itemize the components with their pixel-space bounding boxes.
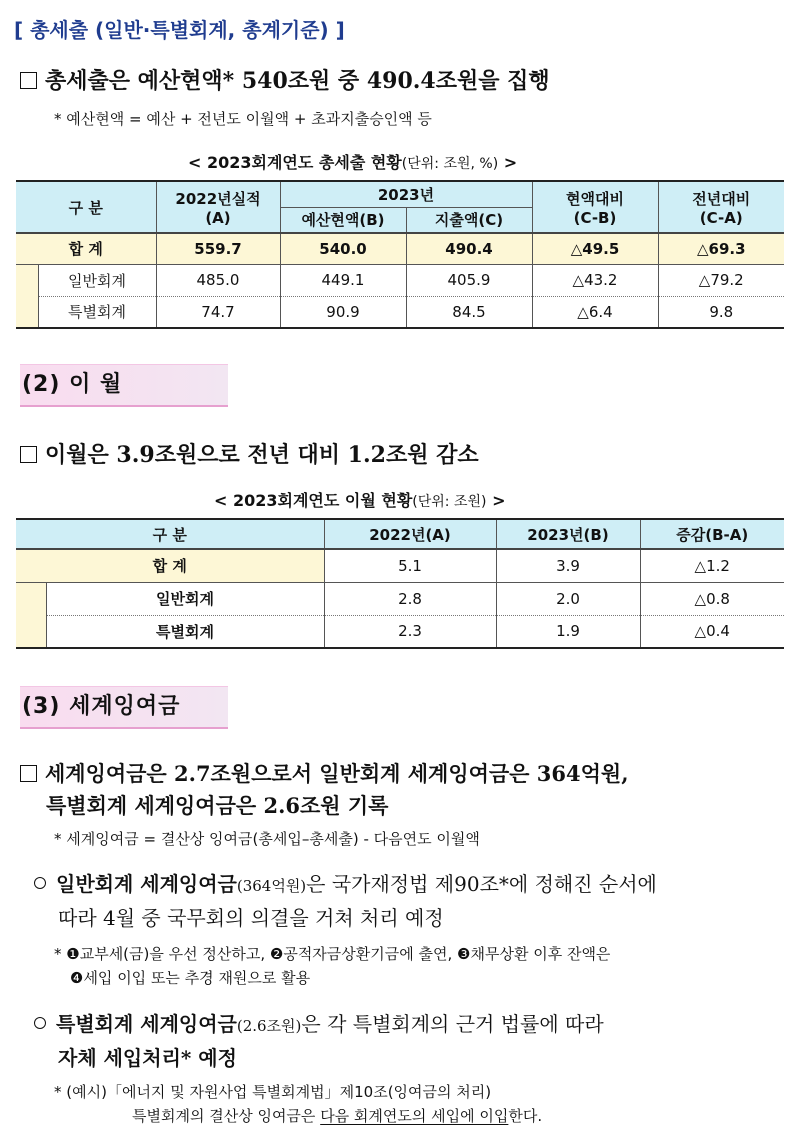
note-general-account-order: * ❶교부세(금)을 우선 정산하고, ❷공적자금상환기금에 출연, ❸채무상환 이후 잔액은 ❹세입 이입 또는 추경 재원으로 활용 [54,945,611,987]
circle-bullet-icon [34,877,46,889]
sub-bullet-general-account: 일반회계 세계잉여금(364억원)은 국가재정법 제90조*에 정해진 순서에 따라 4월 중 국무회의 의결을 거쳐 처리 예정 [34,868,786,934]
section-heading-surplus: (3) 세계잉여금 [20,686,228,729]
header-2023: 2023년 [280,181,532,207]
header-2022-actual: 2022년실적 (A) [156,181,280,233]
bullet-carryover [20,438,479,469]
note-budget-definition: * 예산현액 = 예산 + 전년도 이월액 + 초과지출승인액 등 [54,110,432,128]
carryover-table [16,518,784,649]
header-expenditure: 지출액(C) [406,207,532,233]
section-heading-carryover: (2) 이 월 [20,364,228,407]
sub-bullet-special-account: 특별회계 세계잉여금(2.6조원)은 각 특별회계의 근거 법률에 따라 자체 세입처리* 예정 [34,1008,786,1074]
total-expenditure-table [16,180,784,329]
table-row: 일반회계 2.8 2.0 △0.8 [16,582,784,615]
square-bullet-icon [20,72,37,89]
table-row: 일반회계 485.0 449.1 405.9 △43.2 △79.2 [16,264,784,296]
table-title-total-expenditure: < 2023회계연도 총세출 현황(단위: 조원, %) > [188,153,518,172]
bullet-text: 총세출은 예산현액* 540조원 중 490.4조원을 집행 [45,68,550,94]
header-vs-prev-year: 전년대비 (C-A) [658,181,784,233]
header-category: 구 분 [16,181,156,233]
table-title-carryover: < 2023회계연도 이월 현황(단위: 조원) > [214,491,506,510]
bullet-surplus: 세계잉여금은 2.7조원으로서 일반회계 세계잉여금은 364억원, 특별회계 세계잉여금은 2.6조원 기록 [20,758,629,822]
header-vs-budget: 현액대비 (C-B) [532,181,658,233]
bullet-total-expenditure [20,64,550,95]
circle-bullet-icon [34,1017,46,1029]
square-bullet-icon [20,765,37,782]
bullet-text: 이월은 3.9조원으로 전년 대비 1.2조원 감소 [45,442,479,468]
table-row-total: 합 계 559.7 540.0 490.4 △49.5 △69.3 [16,233,784,264]
header-2022: 2022년(A) [324,519,496,549]
header-budget-amount: 예산현액(B) [280,207,406,233]
note-surplus-definition: * 세계잉여금 = 결산상 잉여금(총세입–총세출) - 다음연도 이월액 [54,830,480,848]
header-2023: 2023년(B) [496,519,640,549]
header-category: 구 분 [152,525,187,544]
header-change: 증감(B-A) [640,519,784,549]
table-row-total: 합 계 5.1 3.9 △1.2 [16,549,784,582]
section-heading-total-expenditure: [ 총세출 (일반·특별회계, 총계기준) ] [14,18,345,42]
table-row: 특별회계 2.3 1.9 △0.4 [16,615,784,648]
table-row: 특별회계 74.7 90.9 84.5 △6.4 9.8 [16,296,784,328]
square-bullet-icon [20,446,37,463]
note-special-account-example: * (예시)「에너지 및 자원사업 특별회계법」제10조(잉여금의 처리) 특별회계의 결산상 잉여금은 다음 회계연도의 세입에 이입한다. [54,1083,543,1125]
